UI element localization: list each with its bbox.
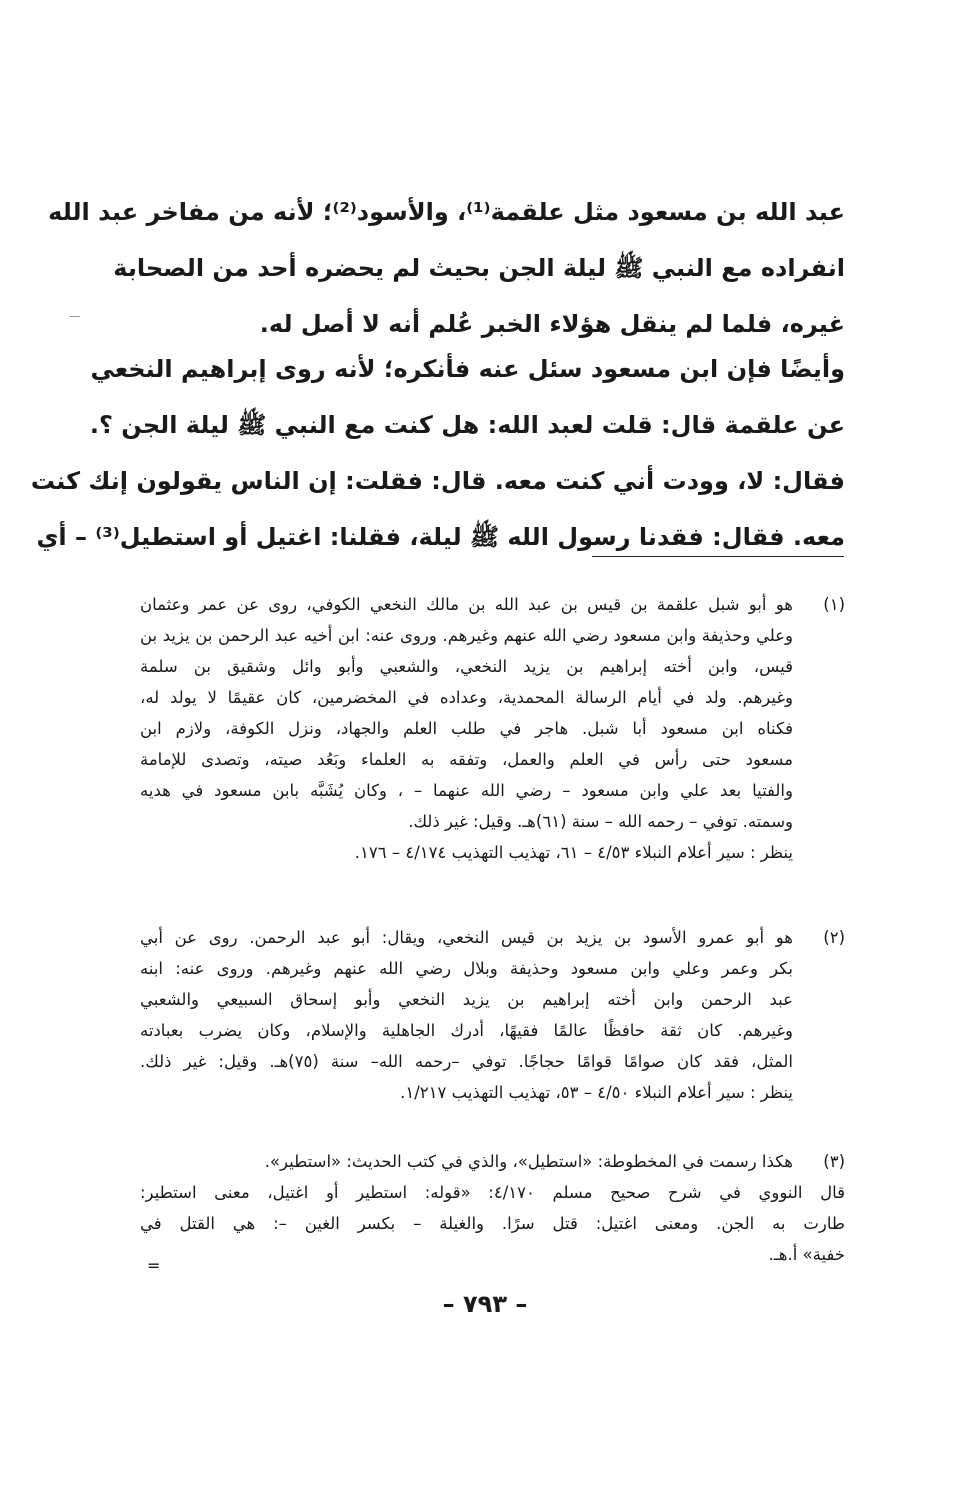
footnote-3	[140, 1146, 845, 1276]
footnote-line: وغيرهم. ولد في أيام الرسالة المحمدية، وعداده في المخضرمين، كان عقيمًا لا يولد له،	[140, 688, 793, 707]
main-text-line: عن علقمة قال: قلت لعبد الله: هل كنت مع النبي ﷺ ليلة الجن ؟.	[89, 411, 845, 439]
footnote-line: قيس، وابن أخته إبراهيم بن يزيد النخعي، والشعبي وأبو وائل وشقيق بن سلمة	[140, 657, 793, 676]
continuation-mark: =	[147, 1256, 161, 1275]
footnote-1	[140, 589, 845, 874]
main-text-line: معه. فقال: فقدنا رسول الله ﷺ ليلة، فقلنا: اغتيل أو استطيل⁽³⁾ – أي	[36, 523, 845, 551]
footnote-line: وسمته. توفي – رحمه الله – سنة (٦١)هـ. وقيل: غير ذلك.	[408, 812, 793, 831]
footnote-number: (٣)	[823, 1152, 845, 1171]
footnote-line: هو أبو عمرو الأسود بن يزيد بن قيس النخعي، ويقال: أبو عبد الرحمن. روى عن أبي	[140, 928, 793, 947]
footnote-body	[140, 589, 793, 868]
footnote-line: المثل، فقد كان صوامًا قوامًا حجاجًا. توفي –رحمه الله– سنة (٧٥)هـ. وقيل: غير ذلك.	[140, 1052, 793, 1071]
footnote-separator	[592, 556, 844, 557]
main-text-line: وأيضًا فإن ابن مسعود سئل عنه فأنكره؛ لأنه روى إبراهيم النخعي	[90, 355, 845, 383]
footnote-line: عبد الرحمن وابن أخته إبراهيم بن يزيد النخعي وأبو إسحاق السبيعي والشعبي	[140, 990, 793, 1009]
footnote-2	[140, 922, 845, 1112]
main-text-paragraph-2	[30, 341, 845, 565]
footnote-line: هو أبو شبل علقمة بن قيس بن عبد الله بن مالك النخعي الكوفي، روى عن عمر وعثمان	[140, 595, 793, 614]
footnote-body	[140, 1146, 845, 1270]
footnote-line: خفية» أ.هـ.	[768, 1245, 845, 1264]
footnote-line: بكر وعمر وعلي وابن مسعود وحذيفة وبلال رضي الله عنهم وغيرهم. وروى عنه: ابنه	[140, 959, 793, 978]
main-text-line: انفراده مع النبي ﷺ ليلة الجن بحيث لم يحضره أحد من الصحابة	[113, 254, 845, 282]
footnote-body	[140, 922, 793, 1108]
main-text-line: فقال: لا، وودت أني كنت معه. قال: فقلت: إن الناس يقولون إنك كنت	[30, 467, 845, 495]
footnote-line: وغيرهم. كان ثقة حافظًا عالمًا فقيهًا، أدرك الجاهلية والإسلام، وكان يضرب بعبادته	[140, 1021, 793, 1040]
footnote-line: طارت به الجن. ومعنى اغتيل: قتل سرًا. والغيلة – بكسر الغين –: هي القتل في	[140, 1214, 845, 1233]
footnote-line: ينظر : سير أعلام النبلاء ٤/٥٣ – ٦١، تهذيب التهذيب ٤/١٧٤ – ١٧٦.	[354, 843, 793, 862]
footnote-line: وعلي وحذيفة وابن مسعود رضي الله عنهم وغيرهم. وروى عنه: ابن أخيه عبد الرحمن بن يزيد بن	[140, 626, 793, 645]
main-text-line: عبد الله بن مسعود مثل علقمة⁽¹⁾، والأسود⁽²⁾؛ لأنه من مفاخر عبد الله	[48, 198, 845, 226]
main-text	[48, 184, 845, 352]
footnote-number: (١)	[823, 595, 845, 614]
footnote-number: (٢)	[823, 928, 845, 947]
footnote-line: هكذا رسمت في المخطوطة: «استطيل»، والذي في كتب الحديث: «استطير».	[264, 1152, 793, 1171]
footnote-line: ينظر : سير أعلام النبلاء ٤/٥٠ – ٥٣، تهذيب التهذيب ١/٢١٧.	[400, 1083, 793, 1102]
footnote-line: فكناه ابن مسعود أبا شبل. هاجر في طلب العلم والجهاد، ونزل الكوفة، ولازم ابن	[140, 719, 793, 738]
page-number: – ٧٩٣ –	[442, 1290, 528, 1318]
margin-mark	[70, 316, 80, 317]
main-text-line: غيره، فلما لم ينقل هؤلاء الخبر عُلم أنه لا أصل له.	[259, 310, 845, 338]
footnote-line: مسعود حتى رأس في العلم والعمل، وتفقه به العلماء وبَعُد صيته، وتصدى للإمامة	[140, 750, 793, 769]
footnote-line: قال النووي في شرح صحيح مسلم ٤/١٧٠: «قوله: استطير أو اغتيل، معنى استطير:	[140, 1183, 845, 1202]
footnote-line: والفتيا بعد علي وابن مسعود – رضي الله عنهما – ، وكان يُشَبَّه بابن مسعود في هديه	[140, 781, 793, 800]
